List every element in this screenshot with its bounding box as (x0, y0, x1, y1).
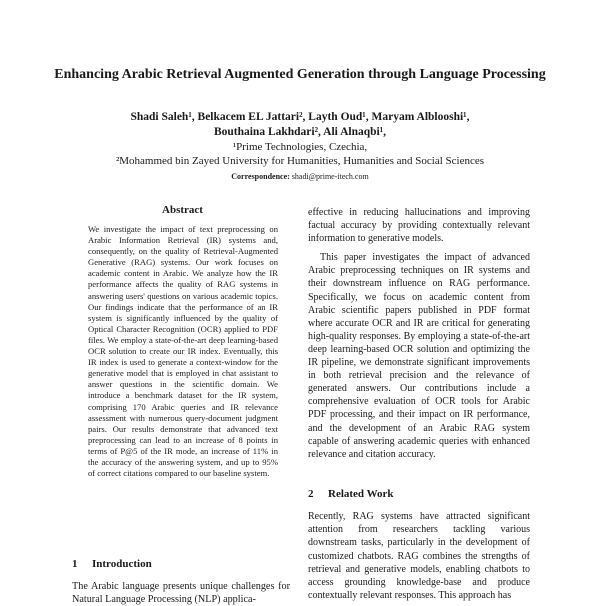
affiliations (40, 140, 560, 168)
section-heading-introduction (72, 558, 152, 570)
correspondence (40, 171, 560, 182)
section-number: 1 (72, 558, 78, 570)
affiliation-1: ¹Prime Technologies, Czechia, (232, 141, 368, 153)
section-title: Related Work (328, 488, 394, 500)
author-list (40, 110, 560, 140)
body-paragraph: effective in reducing hallucinations and improving factual accuracy by providing contextually relevant information to generative models. (308, 207, 530, 245)
correspondence-label: Correspondence: (231, 172, 290, 181)
section-number: 2 (308, 488, 314, 500)
related-work-text: Recently, RAG systems have attracted significant attention from researchers tackling various downstream tasks, particularly in the development of customized chatbots. RAG combines the strengths of retrieval and generative models, enabling chatbots to access grounding knowledge-base and produce contextually relevant responses. This approach has (308, 511, 530, 602)
section-heading-related-work (308, 488, 394, 500)
abstract-heading: Abstract (162, 204, 203, 216)
correspondence-email: shadi@prime-itech.com (291, 172, 369, 181)
right-column-body (308, 206, 530, 461)
introduction-text: The Arabic language presents unique challenges for Natural Language Processing (NLP) applica- (72, 581, 290, 606)
abstract-text: We investigate the impact of text preprocessing on Arabic Information Retrieval (IR) systems and, consequently, on the quality of Retrieval-Augmented Generative (RAG) systems. Our work focuses on academic content in Arabic. We analyze how the IR performance affects the quality of RAG systems in answering users' questions on various academic topics. Our findings indicate that the performance of an IR system is significantly influenced by the quality of Optical Character Recognition (OCR) applied to PDF files. We employ a state-of-the-art deep learning-based OCR solution to create our IR index. Eventually, this IR index is used to generate a context-window for the generative model that is employed in chat assistant to answer questions in the scientific domain. We introduce a benchmark dataset for the IR system, comprising 170 Arabic queries and IR relevance assessment with numerous query-document judgment pairs. Our results demonstrate that advanced text preprocessing can lead to an increase of 8 points in terms of P@5 of the IR mode, an increase of 11% in the accuracy of the answering system, and up to 95% of correct citations compared to our baseline system. (88, 224, 278, 479)
authors-line-1: Shadi Saleh¹, Belkacem EL Jattari², Layth Oud¹, Maryam Alblooshi¹, (130, 111, 470, 123)
section-title: Introduction (92, 558, 152, 570)
authors-line-2: Bouthaina Lakhdari², Ali Alnaqbi¹, (213, 126, 387, 138)
body-paragraph: This paper investigates the impact of advanced Arabic preprocessing techniques on IR systems and their downstream influence on RAG performance. Specifically, we focus on academic content from Arabic scientific papers published in PDF format where accurate OCR and IR are critical for generating high-quality responses. By employing a state-of-the-art deep learning-based OCR solution and optimizing the IR pipeline, we demonstrate significant improvements in both retrieval precision and the relevance of generated answers. Our contributions include a comprehensive evaluation of OCR tools for Arabic PDF processing, and their impact on IR performance, and the development of an Arabic RAG system capable of answering academic queries with enhanced relevance and citation accuracy. (308, 252, 530, 460)
paper-title: Enhancing Arabic Retrieval Augmented Generation through Language Processing (54, 67, 546, 82)
affiliation-2: ²Mohammed bin Zayed University for Humanities, Humanities and Social Sciences (115, 155, 485, 167)
